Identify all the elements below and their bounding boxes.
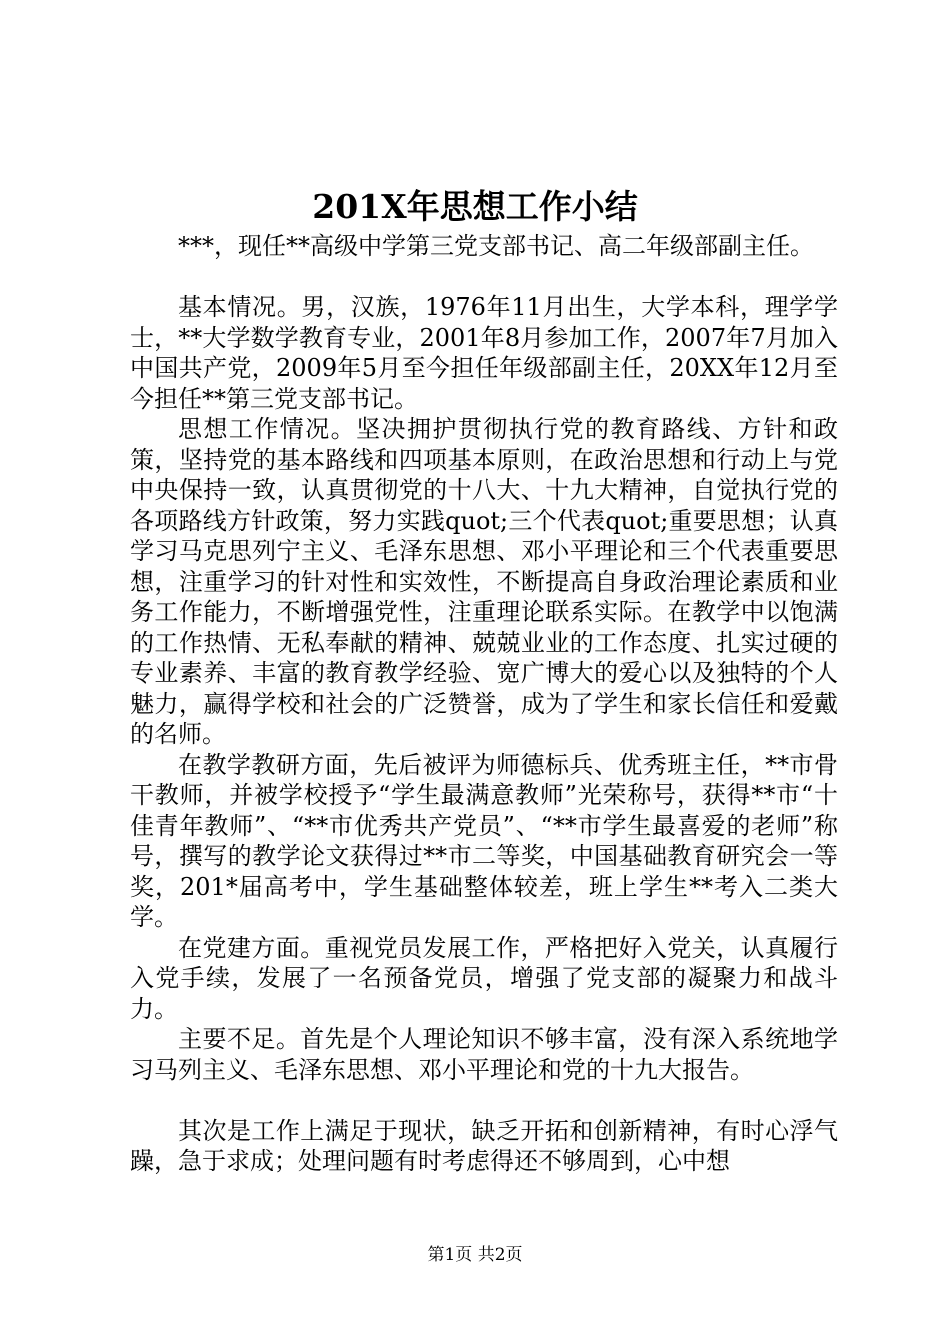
paragraph-ideology: 思想工作情况。坚决拥护贯彻执行党的教育路线、方针和政策，坚持党的基本路线和四项基本原则，在政治思想和行动上与党中央保持一致，认真贯彻党的十八大、十九大精神，自觉执行党的各项路线方针政策，努力实践quot;三个代表quot;重要思想；认真学习马克思列宁主义、毛泽东思想、邓小平理论和三个代表重要思想，注重学习的针对性和实效性，不断提高自身政治理论素质和业务工作能力，不断增强党性，注重理论联系实际。在教学中以饱满的工作热情、无私奉献的精神、兢兢业业的工作态度、扎实过硬的专业素养、丰富的教育教学经验、宽广博大的爱心以及独特的个人魅力，赢得学校和社会的广泛赞誉，成为了学生和家长信任和爱戴的名师。: [130, 415, 838, 748]
intro-paragraph: ***，现任**高级中学第三党支部书记、高二年级部副主任。: [178, 232, 814, 260]
paragraph-gap: [130, 1085, 838, 1116]
paragraph-shortcomings: 主要不足。首先是个人理论知识不够丰富，没有深入系统地学习马列主义、毛泽东思想、邓小平理论和党的十九大报告。: [130, 1025, 838, 1084]
document-body: [130, 231, 838, 1177]
paragraph-party-building: 在党建方面。重视党员发展工作，严格把好入党关，认真履行入党手续，发展了一名预备党员，增强了党支部的凝聚力和战斗力。: [130, 933, 838, 1023]
paragraph-gap: [130, 262, 838, 293]
paragraph-basic-info: 基本情况。男，汉族，1976年11月出生，大学本科，理学学士，**大学数学教育专业，2001年8月参加工作，2007年7月加入中国共产党，2009年5月至今担任年级部副主任，20XX年12月至今担任**第三党支部书记。: [130, 293, 838, 413]
paragraph-teaching: 在教学教研方面，先后被评为师德标兵、优秀班主任，**市骨干教师，并被学校授予“学生最满意教师”光荣称号，获得**市“十佳青年教师”、“**市优秀共产党员”、“**市学生最喜爱的老师”称号，撰写的教学论文获得过**市二等奖，中国基础教育研究会一等奖，201*届高考中，学生基础整体较差，班上学生**考入二类大学。: [130, 750, 838, 931]
page-number-footer: 第1页 共2页: [427, 1245, 523, 1265]
document-title: 201X年思想工作小结: [312, 187, 638, 226]
paragraph-secondly: 其次是工作上满足于现状，缺乏开拓和创新精神，有时心浮气躁，急于求成；处理问题有时考虑得还不够周到，心中想: [130, 1116, 838, 1175]
